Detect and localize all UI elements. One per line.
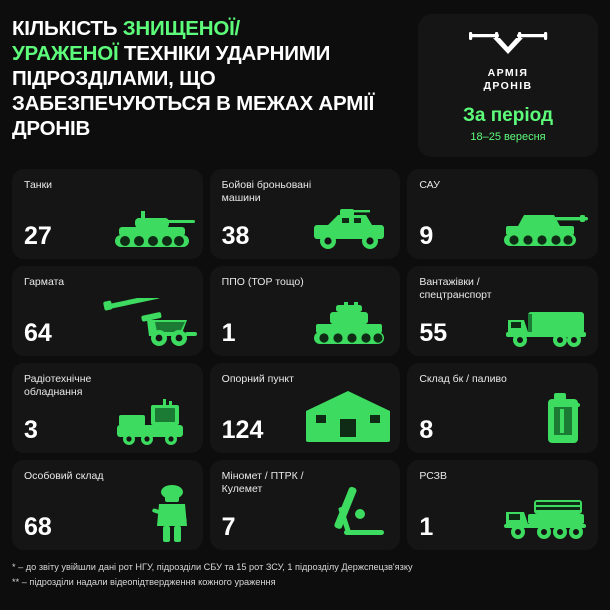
brand-name-line1: АРМІЯ xyxy=(487,67,529,79)
stat-cell-radar xyxy=(12,363,203,453)
stat-value: 3 xyxy=(24,416,38,445)
stat-label: САУ xyxy=(419,179,440,192)
armored-vehicle-icon xyxy=(308,205,394,253)
stat-cell-ammo-depot xyxy=(407,363,598,453)
brand-name xyxy=(428,67,588,93)
soldier-icon xyxy=(147,482,197,544)
stat-cell-armored-vehicles xyxy=(210,169,401,259)
stat-cell-mortar xyxy=(210,460,401,550)
stat-label: Особовий склад xyxy=(24,470,104,483)
stat-cell-spg xyxy=(407,169,598,259)
stat-cell-tanks xyxy=(12,169,203,259)
tank-icon xyxy=(111,205,197,253)
title-highlight-1: ЗНИЩЕНОЇ/ xyxy=(122,17,241,40)
title-highlight-2: УРАЖЕНОЇ xyxy=(12,42,119,65)
fuel-canister-icon xyxy=(534,389,592,447)
stat-label: Танки xyxy=(24,179,53,192)
stat-value: 64 xyxy=(24,319,52,348)
period-title: За період xyxy=(462,105,554,127)
stat-label: Бойові броньовані машини xyxy=(221,179,312,205)
stat-cell-strongpoint xyxy=(210,363,401,453)
header xyxy=(12,14,598,157)
stat-value: 8 xyxy=(419,416,434,445)
stat-value: 7 xyxy=(221,513,236,542)
brand-name-line2: ДРОНІВ xyxy=(483,80,533,93)
stat-label: Міномет / ПТРК /Кулемет xyxy=(221,470,304,496)
title-rest: ТЕХНІКИ УДАРНИМИ ПІДРОЗДІЛАМИ, ЩО ЗАБЕЗПЕЧУЮТЬСЯ В МЕЖАХ АРМІЇ ДРОНІВ xyxy=(12,42,375,140)
radar-icon xyxy=(107,399,197,447)
stat-value: 1 xyxy=(419,513,434,542)
footnote-1: * – до звіту увійшли дані рот НГУ, підрозділи СБУ та 15 рот ЗСУ, 1 підрозділу Держспецзв'язку xyxy=(12,562,413,573)
stats-grid xyxy=(12,169,598,550)
howitzer-icon xyxy=(101,298,197,350)
stat-value: 27 xyxy=(24,222,52,251)
self-propelled-gun-icon xyxy=(500,205,592,253)
stat-value: 38 xyxy=(221,222,250,251)
stat-value: 1 xyxy=(221,319,236,348)
stat-cell-howitzer xyxy=(12,266,203,356)
mortar-icon xyxy=(324,484,394,544)
stat-value: 68 xyxy=(24,513,52,542)
stat-cell-trucks xyxy=(407,266,598,356)
truck-icon xyxy=(502,302,592,350)
air-defense-icon xyxy=(308,302,394,350)
stat-value: 124 xyxy=(221,416,264,445)
stat-value: 9 xyxy=(419,222,434,251)
mlrs-icon xyxy=(500,494,592,544)
tent-icon xyxy=(302,389,394,447)
drone-icon xyxy=(428,28,588,63)
stat-label: ППО (ТОР тощо) xyxy=(221,276,304,289)
stat-cell-air-defense xyxy=(210,266,401,356)
stat-label: Гармата xyxy=(24,276,65,289)
stat-cell-mlrs xyxy=(407,460,598,550)
stat-label: Вантажівки / спецтранспорт xyxy=(419,276,492,302)
footnote-2: ** – підрозділи надали відеопідтвердження кожного ураження xyxy=(12,576,276,587)
footnotes xyxy=(12,560,598,589)
brand-card xyxy=(418,14,598,157)
title-plain-1: КІЛЬКІСТЬ xyxy=(12,17,123,40)
stat-label: Опорний пункт xyxy=(221,373,294,386)
stat-label: Склад бк / паливо xyxy=(419,373,507,386)
period-dates: 18–25 вересня xyxy=(470,131,546,144)
stat-value: 55 xyxy=(419,319,448,348)
page-title xyxy=(12,14,406,141)
stat-cell-personnel xyxy=(12,460,203,550)
stat-label: Радіотехнічне обладнання xyxy=(24,373,92,399)
stat-label: РСЗВ xyxy=(419,470,448,483)
